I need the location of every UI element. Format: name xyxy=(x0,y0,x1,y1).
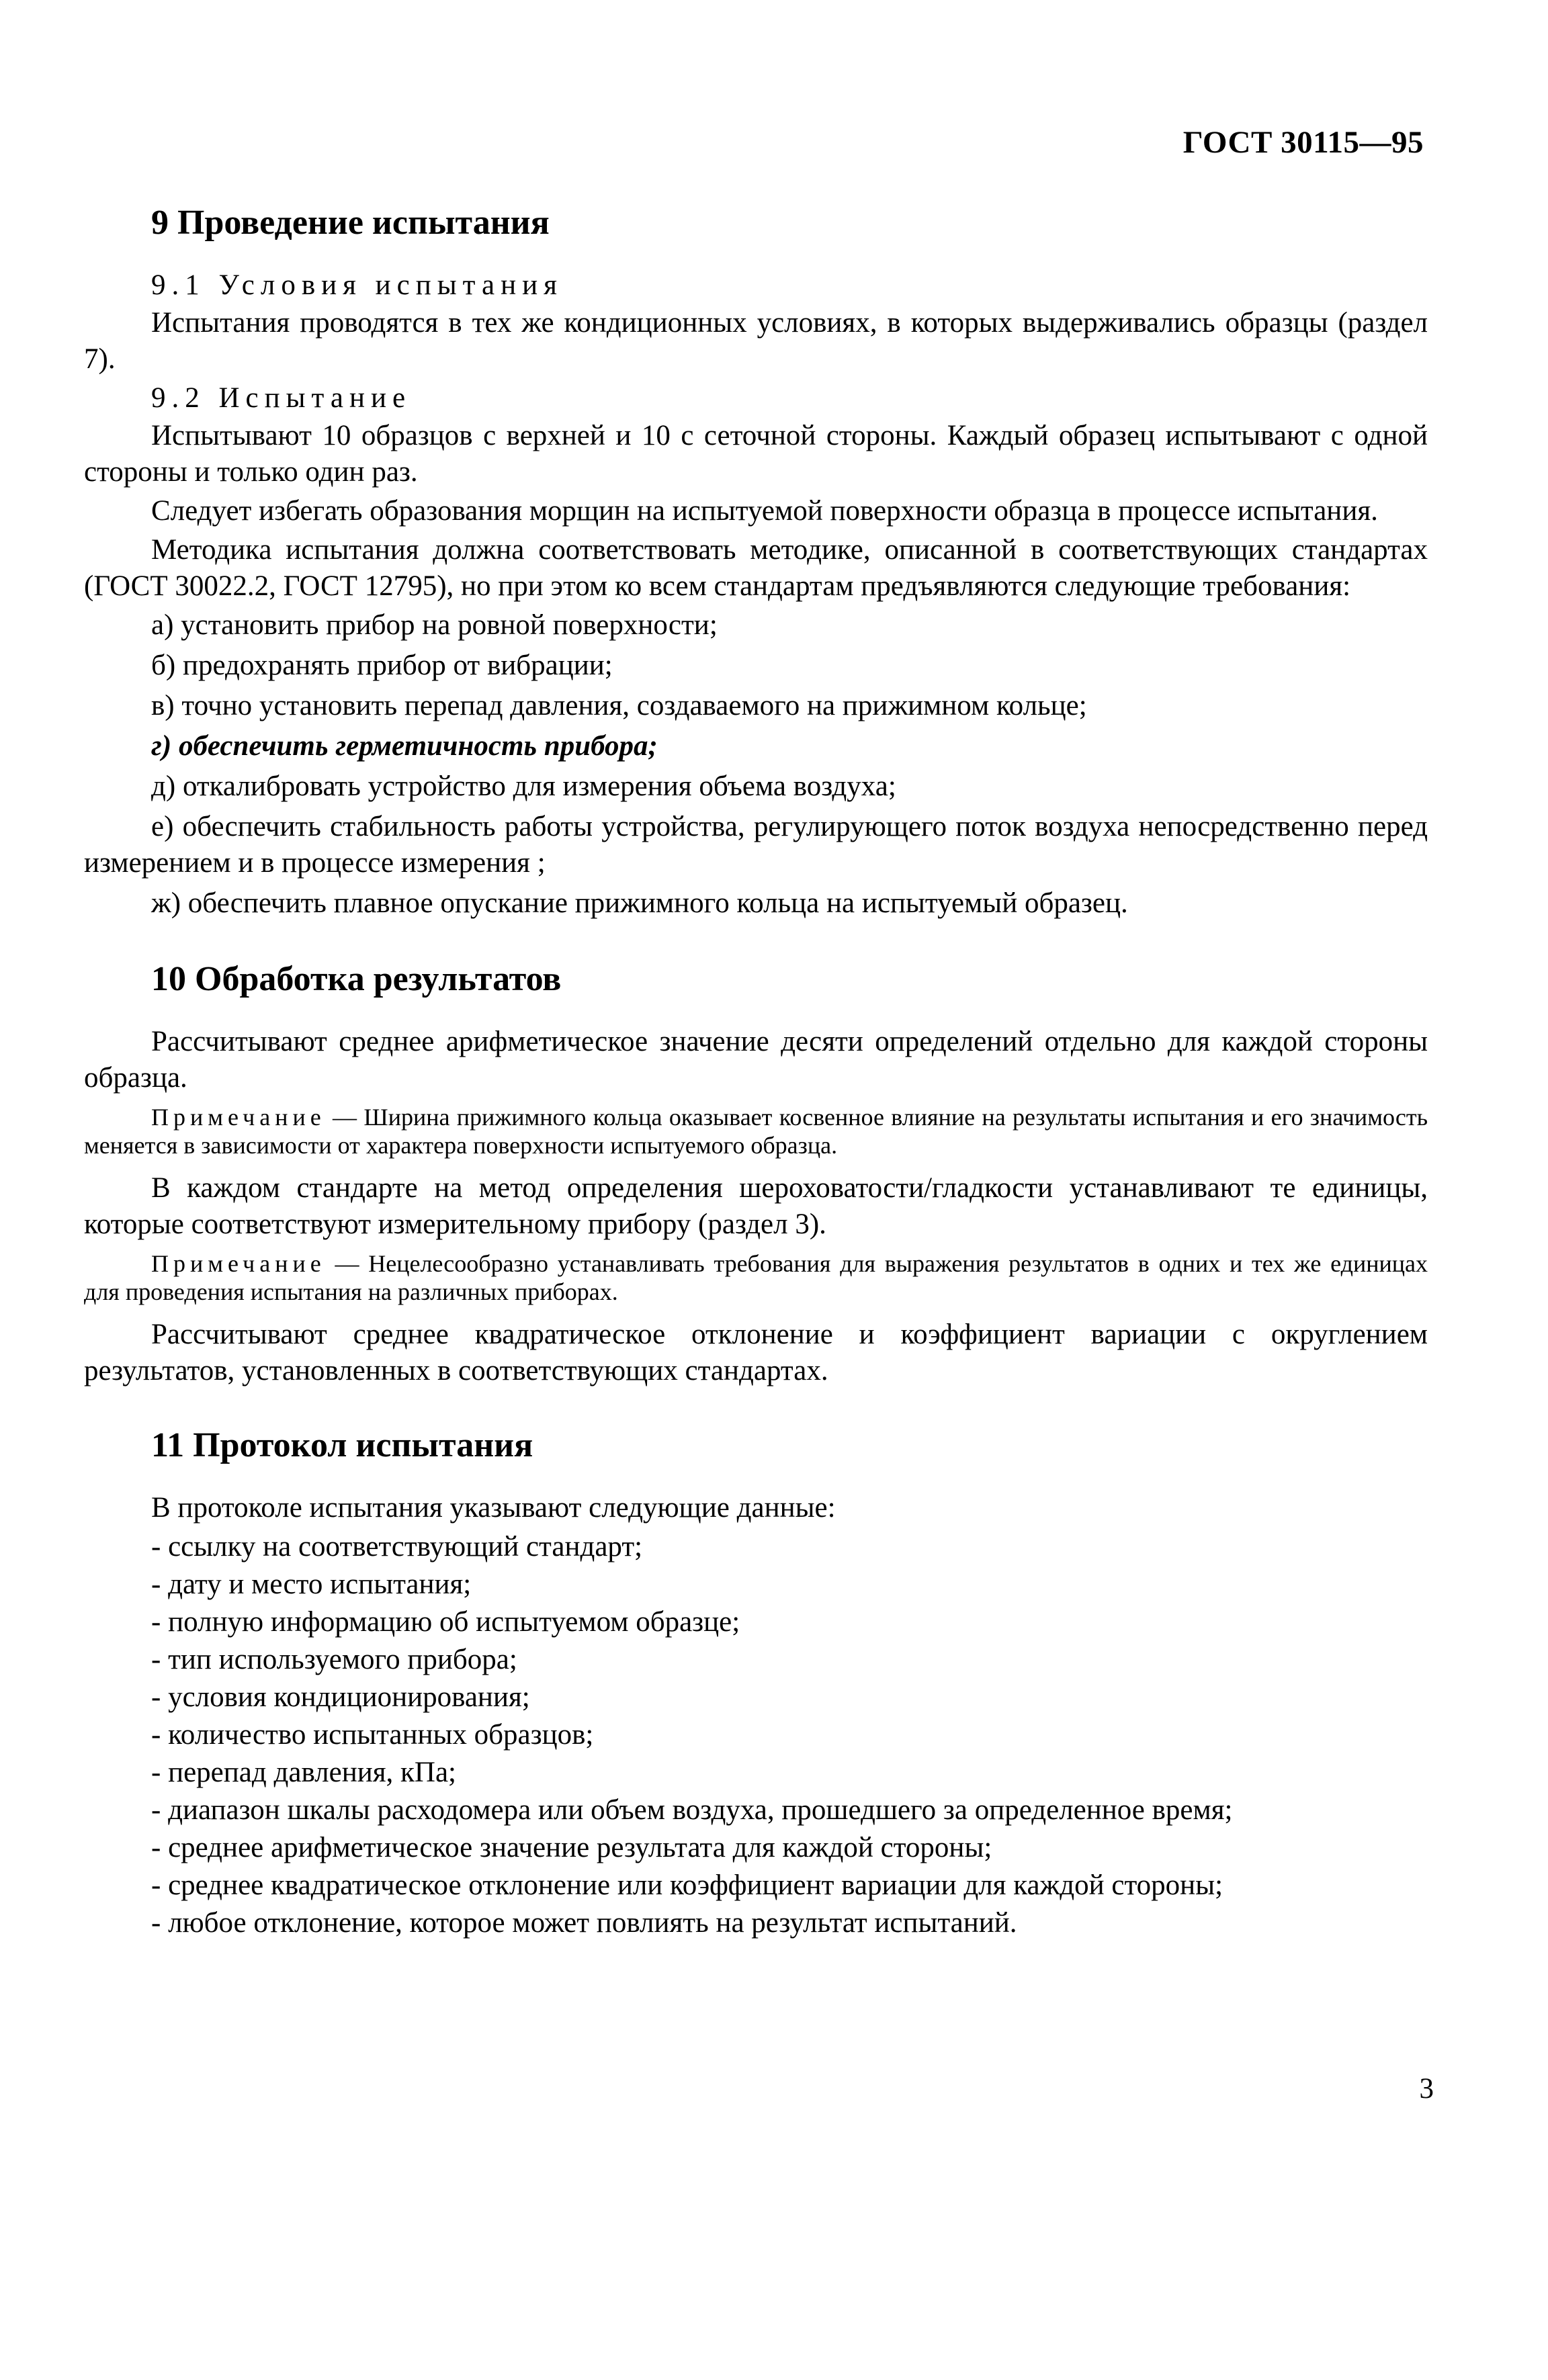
page-content xyxy=(84,202,1428,1943)
standard-code: ГОСТ 30115—95 xyxy=(1182,125,1424,160)
list-item: - среднее квадратическое отклонение или коэффициент вариации для каждой стороны; xyxy=(151,1869,1223,1901)
list-item: - количество испытанных образцов; xyxy=(151,1719,594,1751)
list-item: ж) обеспечить плавное опускание прижимного кольца на испытуемый образец. xyxy=(151,887,1128,919)
note xyxy=(84,1249,1428,1306)
note-label: Примечание xyxy=(151,1104,326,1131)
note xyxy=(84,1103,1428,1159)
section-10-title: 10 Обработка результатов xyxy=(151,960,562,998)
paragraph: Испытания проводятся в тех же кондиционных условиях, в которых выдерживались образцы (раздел 7). xyxy=(84,307,1428,375)
note-text: — Ширина прижимного кольца оказывает косвенное влияние на результаты испытания и его значимость меняется в зависимости от характера поверхности испытуемого образца. xyxy=(84,1104,1428,1159)
paragraph: Испытывают 10 образцов с верхней и 10 с сеточной стороны. Каждый образец испытывают с одной стороны и только один раз. xyxy=(84,420,1428,488)
paragraph: Методика испытания должна соответствовать методике, описанной в соответствующих стандартах (ГОСТ 30022.2, ГОСТ 12795), но при этом ко всем стандартам предъявляются следующие требования: xyxy=(84,534,1428,602)
list-item: в) точно установить перепад давления, создаваемого на прижимном кольце; xyxy=(151,690,1087,721)
paragraph: Рассчитывают среднее квадратическое отклонение и коэффициент вариации с округлением результатов, установленных в соответствующих стандартах. xyxy=(84,1319,1428,1386)
paragraph: Рассчитывают среднее арифметическое значение десяти определений отдельно для каждой стороны образца. xyxy=(84,1026,1428,1094)
subsection-9-1-label: 9.1 Условия испытания xyxy=(151,269,563,301)
list-item: - тип используемого прибора; xyxy=(151,1644,517,1675)
paragraph: Следует избегать образования морщин на испытуемой поверхности образца в процессе испытания. xyxy=(151,495,1378,527)
list-item: б) предохранять прибор от вибрации; xyxy=(151,650,613,681)
list-item: а) установить прибор на ровной поверхности; xyxy=(151,609,718,641)
note-label: Примечание xyxy=(151,1250,326,1277)
section-11-title: 11 Протокол испытания xyxy=(151,1426,533,1464)
list-item: - полную информацию об испытуемом образце; xyxy=(151,1606,740,1638)
list-item: - перепад давления, кПа; xyxy=(151,1757,456,1788)
paragraph: В каждом стандарте на метод определения шероховатости/гладкости устанавливают те единицы, которые соответствуют измерительному прибору (раздел 3). xyxy=(84,1172,1428,1240)
paragraph: В протоколе испытания указывают следующие данные: xyxy=(151,1492,836,1524)
list-item: г) обеспечить герметичность прибора; xyxy=(151,730,658,762)
subsection-9-2-label: 9.2 Испытание xyxy=(151,382,412,414)
list-item: - диапазон шкалы расходомера или объем воздуха, прошедшего за определенное время; xyxy=(151,1794,1233,1826)
note-text: — Нецелесообразно устанавливать требования для выражения результатов в одних и тех же единицах для проведения испытания на различных приборах. xyxy=(84,1250,1428,1305)
list-item: - условия кондиционирования; xyxy=(151,1681,530,1713)
list-item: - любое отклонение, которое может повлиять на результат испытаний. xyxy=(151,1907,1017,1939)
list-item: - дату и место испытания; xyxy=(151,1569,472,1600)
list-item: - ссылку на соответствующий стандарт; xyxy=(151,1531,643,1562)
section-9-title: 9 Проведение испытания xyxy=(151,204,550,242)
page-number: 3 xyxy=(1419,2073,1434,2105)
list-item: е) обеспечить стабильность работы устройства, регулирующего поток воздуха непосредственно перед измерением и в процессе измерения ; xyxy=(84,811,1428,879)
list-item: д) откалибровать устройство для измерения объема воздуха; xyxy=(151,770,896,802)
list-item: - среднее арифметическое значение результата для каждой стороны; xyxy=(151,1832,992,1863)
